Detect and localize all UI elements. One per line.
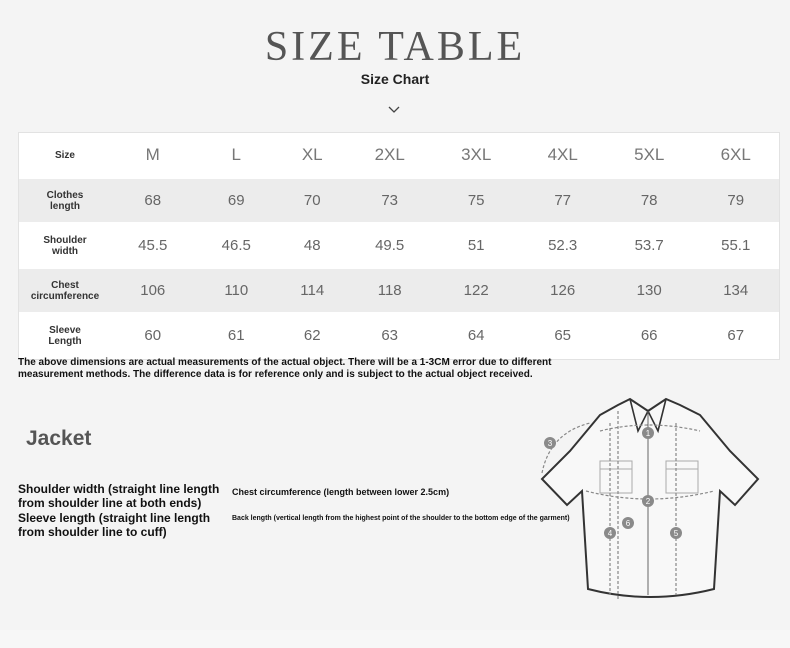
bottom-band <box>0 630 790 648</box>
size-table <box>18 132 780 360</box>
page-title: SIZE TABLE <box>264 24 526 70</box>
size-header-cell: M <box>111 133 195 179</box>
table-cell: 60 <box>111 314 195 359</box>
chest-circumference-description: Chest circumference (length between lower 2.5cm) <box>232 487 450 497</box>
size-header-label: Size <box>19 133 111 179</box>
table-row-clothes-length <box>19 179 779 224</box>
table-cell: 110 <box>195 269 279 314</box>
svg-text:5: 5 <box>673 529 679 538</box>
svg-text:4: 4 <box>607 529 613 538</box>
table-cell: 45.5 <box>111 224 195 269</box>
marker-5 <box>670 527 682 539</box>
table-cell: 75 <box>433 179 520 224</box>
table-cell: 79 <box>692 179 779 224</box>
shoulder-width-description: Shoulder width (straight line length from shoulder line at both ends) <box>18 482 220 510</box>
table-cell: 64 <box>433 314 520 359</box>
marker-3 <box>544 437 556 449</box>
table-cell: 66 <box>606 314 693 359</box>
table-cell: 48 <box>278 224 346 269</box>
row-label: Chest circumference <box>19 269 111 314</box>
table-row-sleeve-length <box>19 314 779 359</box>
size-header-cell: XL <box>278 133 346 179</box>
size-header-cell: 3XL <box>433 133 520 179</box>
table-cell: 49.5 <box>346 224 433 269</box>
size-header-cell: L <box>195 133 279 179</box>
size-header-cell: 4XL <box>519 133 606 179</box>
table-cell: 118 <box>346 269 433 314</box>
garment-title: Jacket <box>26 427 92 450</box>
table-cell: 46.5 <box>195 224 279 269</box>
table-cell: 55.1 <box>692 224 779 269</box>
table-cell: 73 <box>346 179 433 224</box>
table-cell: 65 <box>519 314 606 359</box>
table-cell: 78 <box>606 179 693 224</box>
table-cell: 70 <box>278 179 346 224</box>
shirt-measurement-diagram <box>530 393 770 613</box>
table-header-row <box>19 133 779 179</box>
table-row-chest-circumference <box>19 269 779 314</box>
chevron-down-icon <box>387 104 401 116</box>
page-subtitle: Size Chart <box>360 71 430 87</box>
table-cell: 130 <box>606 269 693 314</box>
table-cell: 134 <box>692 269 779 314</box>
table-cell: 51 <box>433 224 520 269</box>
table-cell: 106 <box>111 269 195 314</box>
table-cell: 126 <box>519 269 606 314</box>
svg-text:6: 6 <box>625 519 631 528</box>
size-header-cell: 5XL <box>606 133 693 179</box>
table-cell: 63 <box>346 314 433 359</box>
sleeve-length-description: Sleeve length (straight line length from shoulder line to cuff) <box>18 511 211 539</box>
table-cell: 77 <box>519 179 606 224</box>
row-label: Sleeve Length <box>19 314 111 359</box>
marker-6 <box>622 517 634 529</box>
marker-4 <box>604 527 616 539</box>
table-cell: 53.7 <box>606 224 693 269</box>
table-cell: 122 <box>433 269 520 314</box>
svg-text:3: 3 <box>547 439 553 448</box>
table-cell: 114 <box>278 269 346 314</box>
table-cell: 61 <box>195 314 279 359</box>
table-cell: 62 <box>278 314 346 359</box>
size-header-cell: 2XL <box>346 133 433 179</box>
table-cell: 52.3 <box>519 224 606 269</box>
table-cell: 69 <box>195 179 279 224</box>
row-label: Shoulder width <box>19 224 111 269</box>
svg-text:2: 2 <box>645 497 651 506</box>
row-label: Clothes length <box>19 179 111 224</box>
back-length-description: Back length (vertical length from the highest point of the shoulder to the bottom edge of the garment) <box>232 515 570 522</box>
measurement-note: The above dimensions are actual measurements of the actual object. There will be a 1-3CM error due to different measurement methods. The difference data is for reference only and is subject to the actual object received. <box>18 357 552 380</box>
marker-1 <box>642 427 654 439</box>
table-cell: 67 <box>692 314 779 359</box>
size-header-cell: 6XL <box>692 133 779 179</box>
svg-text:1: 1 <box>645 429 651 438</box>
marker-2 <box>642 495 654 507</box>
table-cell: 68 <box>111 179 195 224</box>
table-row-shoulder-width <box>19 224 779 269</box>
